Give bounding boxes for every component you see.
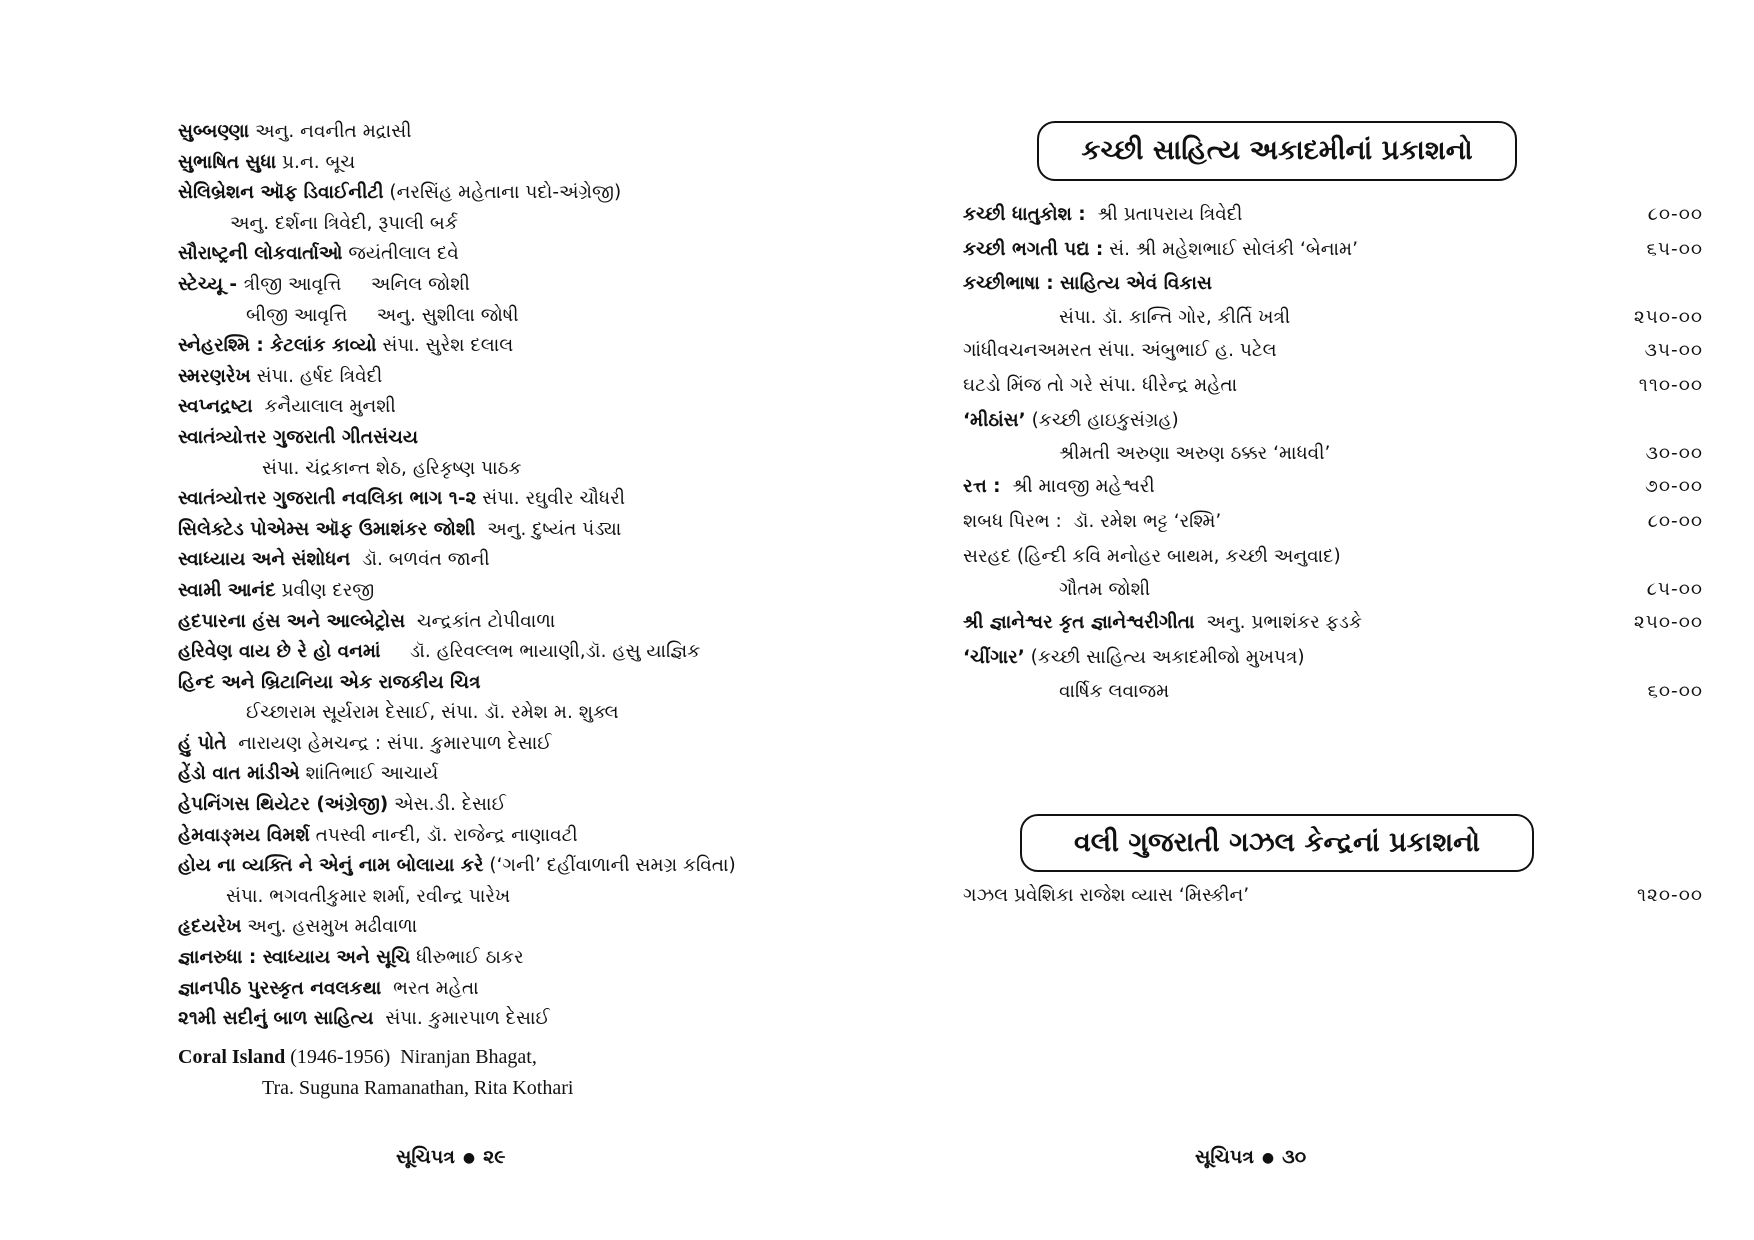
price: ૭૦-૦૦ (1645, 476, 1703, 498)
list-item: જ્ઞાનપીઠ પુરસ્કૃત નવલકથા ભરત મહેતા (178, 977, 479, 999)
page-number: ૨૯ (483, 1146, 506, 1168)
book-list-kutchi (963, 198, 1703, 708)
list-item: ગૌતમ જોશી ૮૫-૦૦ (963, 574, 1703, 606)
list-item: ‘મીઠાંસ’ (કચ્છી હાઇકુસંગ્રહ) (963, 409, 1179, 431)
book-list-left (178, 117, 858, 1035)
english-book-translators: Tra. Suguna Ramanathan, Rita Kothari (262, 1077, 574, 1099)
list-item: હોય ના વ્યક્તિ ને એનું નામ બોલાયા કરે (‘ગની’ દહીંવાળાની સમગ્ર કવિતા) (178, 855, 736, 877)
list-item: ‘ચીંગાર’ (કચ્છી સાહિત્ય અકાદમીજો મુખપત્ર) (963, 647, 1305, 669)
list-item: સ્વાધ્યાય અને સંશોધન ડૉ. બળવંત જાની (178, 549, 490, 571)
list-item: હરિવેણ વાય છે રે હો વનમાં ડૉ. હરિવલ્લભ ભાયાણી,ડૉ. હસુ યાજ્ઞિક (178, 641, 701, 663)
list-item: બીજી આવૃત્તિ અનુ. સુશીલા જોષી (246, 304, 519, 326)
price: ૮૦-૦૦ (1647, 204, 1703, 225)
price: ૨૫૦-૦૦ (1633, 307, 1703, 329)
page-footer-right (1195, 1146, 1306, 1168)
list-item: સ્વાતંત્ર્યોત્તર ગુજરાતી નવલિકા ભાગ ૧-૨ સંપા. રઘુવીર ચૌધરી (178, 488, 625, 510)
price: ૮૦-૦૦ (1647, 510, 1703, 532)
book-list-gazal (963, 879, 1703, 914)
list-item: હૃદયરેખ અનુ. હસમુખ મઢીવાળા (178, 916, 418, 938)
list-item: સ્મરણરેખ સંપા. હર્ષદ ત્રિવેદી (178, 365, 383, 387)
list-item: હું પોતે નારાયણ હેમચન્દ્ર : સંપા. કુમારપાળ દેસાઈ (178, 732, 552, 754)
bullet-icon: ● (1261, 1149, 1275, 1166)
list-item: શબધ પિરભ : ડૉ. રમેશ ભટ્ટ ‘રશ્મિ’ ૮૦-૦૦ (963, 505, 1703, 540)
list-item: સ્ટેચ્યૂ - ત્રીજી આવૃત્તિ અનિલ જોશી (178, 273, 470, 295)
list-item: હેંડો વાત માંડીએ શાંતિભાઈ આચાર્ય (178, 763, 439, 785)
list-item: ૨૧મી સદીનું બાળ સાહિત્ય સંપા. કુમારપાળ દેસાઈ (178, 1008, 550, 1030)
list-item: ગઝલ પ્રવેશિકા રાજેશ વ્યાસ ‘મિસ્કીન’ ૧૨૦-૦૦ (963, 879, 1703, 914)
list-item: સંપા. ડૉ. કાન્તિ ગોર, કીર્તિ ખત્રી ૨૫૦-૦૦ (963, 302, 1703, 334)
list-item: શ્રી જ્ઞાનેશ્વર કૃત જ્ઞાનેશ્વરીગીતા અનુ. પ્રભાશંકર ફડકે ૨૫૦-૦૦ (963, 606, 1703, 641)
list-item: ઘટડો મિંજ તો ગરે સંપા. ધીરેન્દ્ર મહેતા ૧૧૦-૦૦ (963, 369, 1703, 404)
list-item: ગાંધીવચનઅમરત સંપા. અંબુભાઈ હ. પટેલ ૩૫-૦૦ (963, 334, 1703, 369)
price: ૨૫૦-૦૦ (1633, 612, 1703, 634)
list-item: હદપારના હંસ અને આલ્બેટ્રોસ ચન્દ્રકાંત ટોપીવાળા (178, 610, 556, 632)
list-item: વાર્ષિક લવાજમ ૬૦-૦૦ (963, 676, 1703, 708)
right-page (877, 0, 1754, 1240)
list-item: સ્નેહરશ્મિ : કેટલાંક કાવ્યો સંપા. સુરેશ દલાલ (178, 335, 514, 357)
section-heading-gazal: વલી ગુજરાતી ગઝલ કેન્દ્રનાં પ્રકાશનો (1020, 814, 1534, 872)
price: ૧૨૦-૦૦ (1636, 885, 1703, 906)
section-heading-kutchi: કચ્છી સાહિત્ય અકાદમીનાં પ્રકાશનો (1037, 121, 1517, 181)
list-item: હેમવાઙ્મય વિમર્શ તપસ્વી નાન્દી, ડૉ. રાજેન્દ્ર નાણાવટી (178, 824, 578, 846)
list-item: શ્રીમતી અરુણા અરુણ ઠક્કર ‘માધવી’ ૩૦-૦૦ (963, 438, 1703, 470)
list-item: સિલેક્ટેડ પોએમ્સ ઑફ ઉમાશંકર જોશી અનુ. દુષ્યંત પંડ્યા (178, 518, 622, 540)
list-item: કચ્છી ભગતી પદ્ય : સં. શ્રી મહેશભાઈ સોલંકી ‘બેનામ’ ૬૫-૦૦ (963, 233, 1703, 268)
price: ૧૧૦-૦૦ (1638, 374, 1703, 396)
price: ૮૫-૦૦ (1646, 579, 1703, 601)
list-item: સ્વામી આનંદ પ્રવીણ દરજી (178, 579, 375, 601)
list-item: સ્વપ્નદ્રષ્ટા કનૈયાલાલ મુનશી (178, 396, 396, 418)
footer-label: સૂચિપત્ર (1195, 1146, 1254, 1168)
list-item: કચ્છી ધાતુકોશ : શ્રી પ્રતાપરાય ત્રિવેદી ૮૦-૦૦ (963, 198, 1703, 233)
price: ૩૦-૦૦ (1645, 443, 1703, 465)
bullet-icon: ● (462, 1149, 476, 1166)
list-item: રત્ત : શ્રી માવજી મહેશ્વરી ૭૦-૦૦ (963, 470, 1703, 505)
list-item: હિન્દ અને બ્રિટાનિયા એક રાજકીય ચિત્ર (178, 671, 481, 693)
list-item: જ્ઞાનરુધા : સ્વાધ્યાય અને સૂચિ ધીરુભાઈ ઠાકર (178, 947, 524, 969)
list-item: સંપા. ભગવતીકુમાર શર્મા, રવીન્દ્ર પારેખ (226, 885, 511, 907)
price: ૬૦-૦૦ (1647, 680, 1703, 702)
page-footer-left (396, 1146, 506, 1168)
list-item: હેપનિંગસ થિયેટર (અંગ્રેજી) એસ.ડી. દેસાઈ (178, 794, 506, 816)
english-book-entry (178, 1042, 573, 1104)
list-item: સુબ્બણ્ણા અનુ. નવનીત મદ્રાસી (178, 121, 412, 142)
list-item: સંપા. ચંદ્રકાન્ત શેઠ, હરિકૃષ્ણ પાઠક (262, 457, 522, 479)
english-book-details: (1946-1956) Niranjan Bhagat, (285, 1046, 537, 1068)
list-item: કચ્છીભાષા : સાહિત્ય એવં વિકાસ (963, 273, 1213, 295)
price: ૩૫-૦૦ (1644, 340, 1703, 362)
price: ૬૫-૦૦ (1646, 238, 1703, 260)
list-item: સૌરાષ્ટ્રની લોકવાર્તાઓ જયંતીલાલ દવે (178, 243, 459, 265)
footer-label: સૂચિપત્ર (396, 1146, 455, 1168)
list-item: ઈચ્છારામ સૂર્યરામ દેસાઈ, સંપા. ડૉ. રમેશ મ. શુક્લ (246, 702, 619, 724)
english-book-title: Coral Island (178, 1046, 286, 1068)
list-item: સુભાષિત સુધા પ્ર.ન. બૂચ (178, 151, 356, 173)
page-number: ૩૦ (1282, 1146, 1307, 1168)
list-item: સરહદ (હિન્દી કવિ મનોહર બાથમ, કચ્છી અનુવાદ) (963, 545, 1341, 567)
list-item: અનુ. દર્શના ત્રિવેદી, રૂપાલી બર્ક (230, 212, 458, 234)
list-item: સેલિબ્રેશન ઑફ ડિવાઈનીટી (નરસિંહ મહેતાના પદો-અંગ્રેજી) (178, 182, 622, 204)
list-item: સ્વાતંત્ર્યોત્તર ગુજરાતી ગીતસંચય (178, 426, 419, 448)
